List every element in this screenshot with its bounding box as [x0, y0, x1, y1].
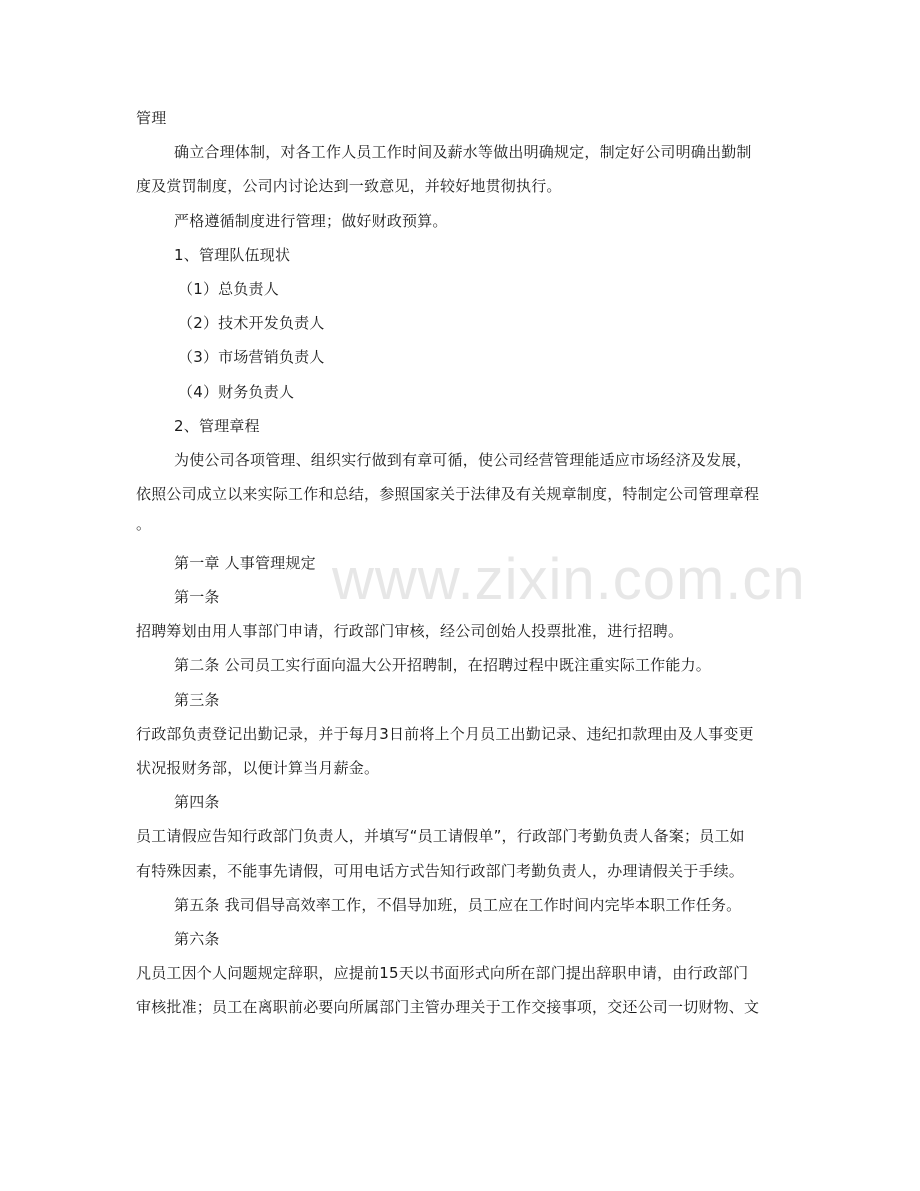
paragraph-line: 凡员工因个人问题规定辞职，应提前15天以书面形式向所在部门提出辞职申请，由行政部门: [136, 964, 749, 982]
list-item: （1）总负责人: [178, 280, 279, 298]
list-item: （3）市场营销负责人: [178, 348, 325, 366]
paragraph-line: 状况报财务部，以便计算当月薪金。: [136, 759, 380, 777]
paragraph-line: 招聘筹划由用人事部门申请，行政部门审核，经公司创始人投票批准，进行招聘。: [136, 622, 684, 640]
article-heading: 第一条: [174, 588, 220, 606]
paragraph-line: 管理: [136, 109, 167, 127]
paragraph-line: 审核批准；员工在离职前必要向所属部门主管办理关于工作交接事项，交还公司一切财物、文: [136, 998, 760, 1016]
paragraph-line: 确立合理体制，对各工作人员工作时间及薪水等做出明确规定，制定好公司明确出勤制: [174, 143, 752, 161]
section-heading: 2、管理章程: [174, 417, 260, 435]
list-item: （2）技术开发负责人: [178, 314, 325, 332]
article-heading: 第五条 我司倡导高效率工作，不倡导加班，员工应在工作时间内完毕本职工作任务。: [174, 896, 742, 914]
paragraph-line: 有特殊因素，不能事先请假，可用电话方式告知行政部门考勤负责人，办理请假关于手续。: [136, 862, 745, 880]
article-heading: 第四条: [174, 793, 220, 811]
paragraph-line: 严格遵循制度进行管理；做好财政预算。: [174, 212, 448, 230]
article-heading: 第三条: [174, 691, 220, 709]
paragraph-line: 。: [136, 515, 152, 533]
paragraph-line: 员工请假应告知行政部门负责人，并填写“员工请假单”，行政部门考勤负责人备案；员工如: [136, 827, 745, 845]
paragraph-line: 度及赏罚制度，公司内讨论达到一致意见，并较好地贯彻执行。: [136, 177, 562, 195]
article-heading: 第六条: [174, 930, 220, 948]
paragraph-line: 依照公司成立以来实际工作和总结，参照国家关于法律及有关规章制度，特制定公司管理章程: [136, 485, 760, 503]
paragraph-line: 行政部负责登记出勤记录，并于每月3日前将上个月员工出勤记录、违纪扣款理由及人事变更: [136, 725, 754, 743]
list-item: （4）财务负责人: [178, 383, 295, 401]
watermark-text: www.zixin.com.cn: [332, 547, 806, 612]
chapter-heading: 第一章 人事管理规定: [174, 554, 316, 572]
paragraph-line: 为使公司各项管理、组织实行做到有章可循，使公司经营管理能适应市场经济及发展，: [174, 451, 752, 469]
section-heading: 1、管理队伍现状: [174, 246, 291, 264]
article-heading: 第二条 公司员工实行面向温大公开招聘制，在招聘过程中既注重实际工作能力。: [174, 656, 711, 674]
